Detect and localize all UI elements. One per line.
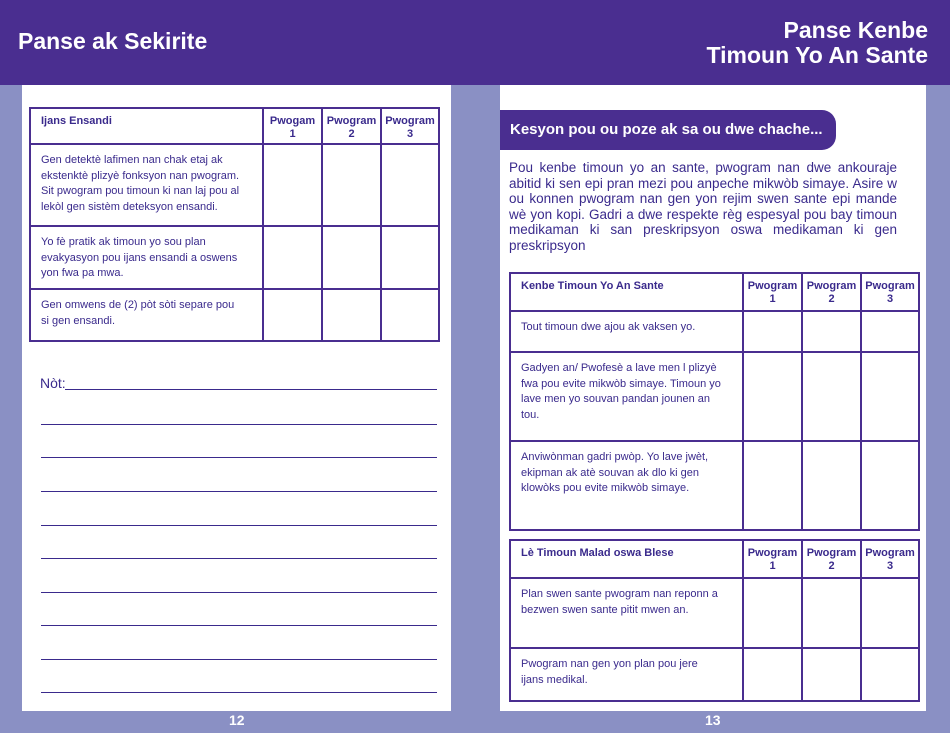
checkbox-cell[interactable] [861, 352, 919, 441]
notes-line[interactable] [41, 625, 437, 626]
checkbox-cell[interactable] [861, 311, 919, 352]
col-label: Pwogram 1 [747, 280, 798, 305]
checkbox-cell[interactable] [263, 226, 322, 289]
col-label: Pwogram 2 [326, 115, 377, 140]
row-text: Pwogram nan gen yon plan pou jere ijans medikal. [510, 648, 743, 701]
header-band [0, 0, 950, 85]
col-label: Pwogram 2 [806, 280, 857, 305]
checkbox-cell[interactable] [263, 289, 322, 341]
row-text: Gadyen an/ Pwofesè a lave men l plizyè fwa pou evite mikwòb simaye. Timoun yo lave men yo souvan pandan jounen an tou. [510, 352, 743, 441]
table-row [30, 289, 439, 341]
notes-line[interactable] [41, 525, 437, 526]
healthy-col-1 [743, 273, 802, 311]
col-label: Pwogram 3 [385, 115, 435, 140]
fire-emergency-table [29, 107, 440, 342]
notes-line[interactable] [41, 592, 437, 593]
col-label: Pwogram 3 [865, 547, 915, 572]
table-row [510, 441, 919, 530]
table-row [510, 352, 919, 441]
checkbox-cell[interactable] [743, 648, 802, 701]
checkbox-cell[interactable] [802, 311, 861, 352]
col-label: Pwogram 2 [806, 547, 857, 572]
healthy-kids-table [509, 272, 920, 531]
fire-col-3 [381, 108, 439, 144]
page-number-left: 12 [229, 712, 245, 728]
table-row [510, 311, 919, 352]
table-row [30, 144, 439, 226]
table-row [30, 226, 439, 289]
notes-line[interactable] [41, 424, 437, 425]
sick-col-1 [743, 540, 802, 578]
col-label: Pwogam 1 [269, 115, 316, 140]
right-page-title [707, 18, 929, 68]
checkbox-cell[interactable] [743, 578, 802, 648]
sick-col-3 [861, 540, 919, 578]
checkbox-cell[interactable] [381, 289, 439, 341]
checkbox-cell[interactable] [743, 352, 802, 441]
checkbox-cell[interactable] [322, 289, 381, 341]
fire-col-2 [322, 108, 381, 144]
healthy-table-title: Kenbe Timoun Yo An Sante [510, 273, 743, 311]
col-label: Pwogram 3 [865, 280, 915, 305]
row-text: Plan swen sante pwogram nan reponn a bezwen swen sante pitit mwen an. [510, 578, 743, 648]
table-row [510, 648, 919, 701]
checkbox-cell[interactable] [322, 226, 381, 289]
sick-col-2 [802, 540, 861, 578]
checkbox-cell[interactable] [263, 144, 322, 226]
checkbox-cell[interactable] [802, 352, 861, 441]
checkbox-cell[interactable] [802, 648, 861, 701]
notes-line[interactable] [65, 389, 437, 390]
left-page-title: Panse ak Sekirite [18, 28, 208, 54]
healthy-col-3 [861, 273, 919, 311]
checkbox-cell[interactable] [743, 441, 802, 530]
fire-table-title: Ijans Ensandi [30, 108, 263, 144]
notes-label: Nòt: [40, 375, 66, 391]
healthy-col-2 [802, 273, 861, 311]
row-text: Tout timoun dwe ajou ak vaksen yo. [510, 311, 743, 352]
right-title-line2: Timoun Yo An Sante [706, 42, 928, 68]
checkbox-cell[interactable] [381, 144, 439, 226]
sick-kids-table [509, 539, 920, 702]
row-text: Anviwònman gadri pwòp. Yo lave jwèt, ekipman ak atè souvan ak dlo ki gen klowòks pou evite mikwòb simaye. [510, 441, 743, 530]
checkbox-cell[interactable] [861, 648, 919, 701]
notes-line[interactable] [41, 491, 437, 492]
notes-line[interactable] [41, 558, 437, 559]
page-number-right: 13 [705, 712, 721, 728]
notes-line[interactable] [41, 659, 437, 660]
right-title-line1: Panse Kenbe [783, 17, 928, 43]
row-text: Gen detektè lafimen nan chak etaj ak ekstenktè plizyè fonksyon nan pwogram. Sit pwogram pou timoun ki nan laj pou al lekòl gen sistèm deteksyon ensandi. [30, 144, 263, 226]
intro-paragraph: Pou kenbe timoun yo an sante, pwogram nan dwe ankouraje abitid ki sen epi pran mezi pou anpeche mikwòb simaye. Asire w ou konnen pwogram nan gen yon rejim swen sante epi mande wè yon kopi. Gadri a dwe respekte règ espesyal pou bay timoun medikaman ki san preskripsyon oswa medikaman ki gen preskripsyon [509, 160, 897, 253]
checkbox-cell[interactable] [861, 441, 919, 530]
checkbox-cell[interactable] [743, 311, 802, 352]
table-row [510, 578, 919, 648]
row-text: Yo fè pratik ak timoun yo sou plan evakyasyon pou ijans ensandi a oswens yon fwa pa mwa. [30, 226, 263, 289]
checkbox-cell[interactable] [381, 226, 439, 289]
sick-table-title: Lè Timoun Malad oswa Blese [510, 540, 743, 578]
checkbox-cell[interactable] [802, 578, 861, 648]
col-label: Pwogram 1 [747, 547, 798, 572]
checkbox-cell[interactable] [802, 441, 861, 530]
checkbox-cell[interactable] [861, 578, 919, 648]
row-text: Gen omwens de (2) pòt sòti separe pou si gen ensandi. [30, 289, 263, 341]
fire-col-1 [263, 108, 322, 144]
question-banner: Kesyon pou ou poze ak sa ou dwe chache... [500, 110, 836, 150]
notes-line[interactable] [41, 457, 437, 458]
notes-line[interactable] [41, 692, 437, 693]
checkbox-cell[interactable] [322, 144, 381, 226]
